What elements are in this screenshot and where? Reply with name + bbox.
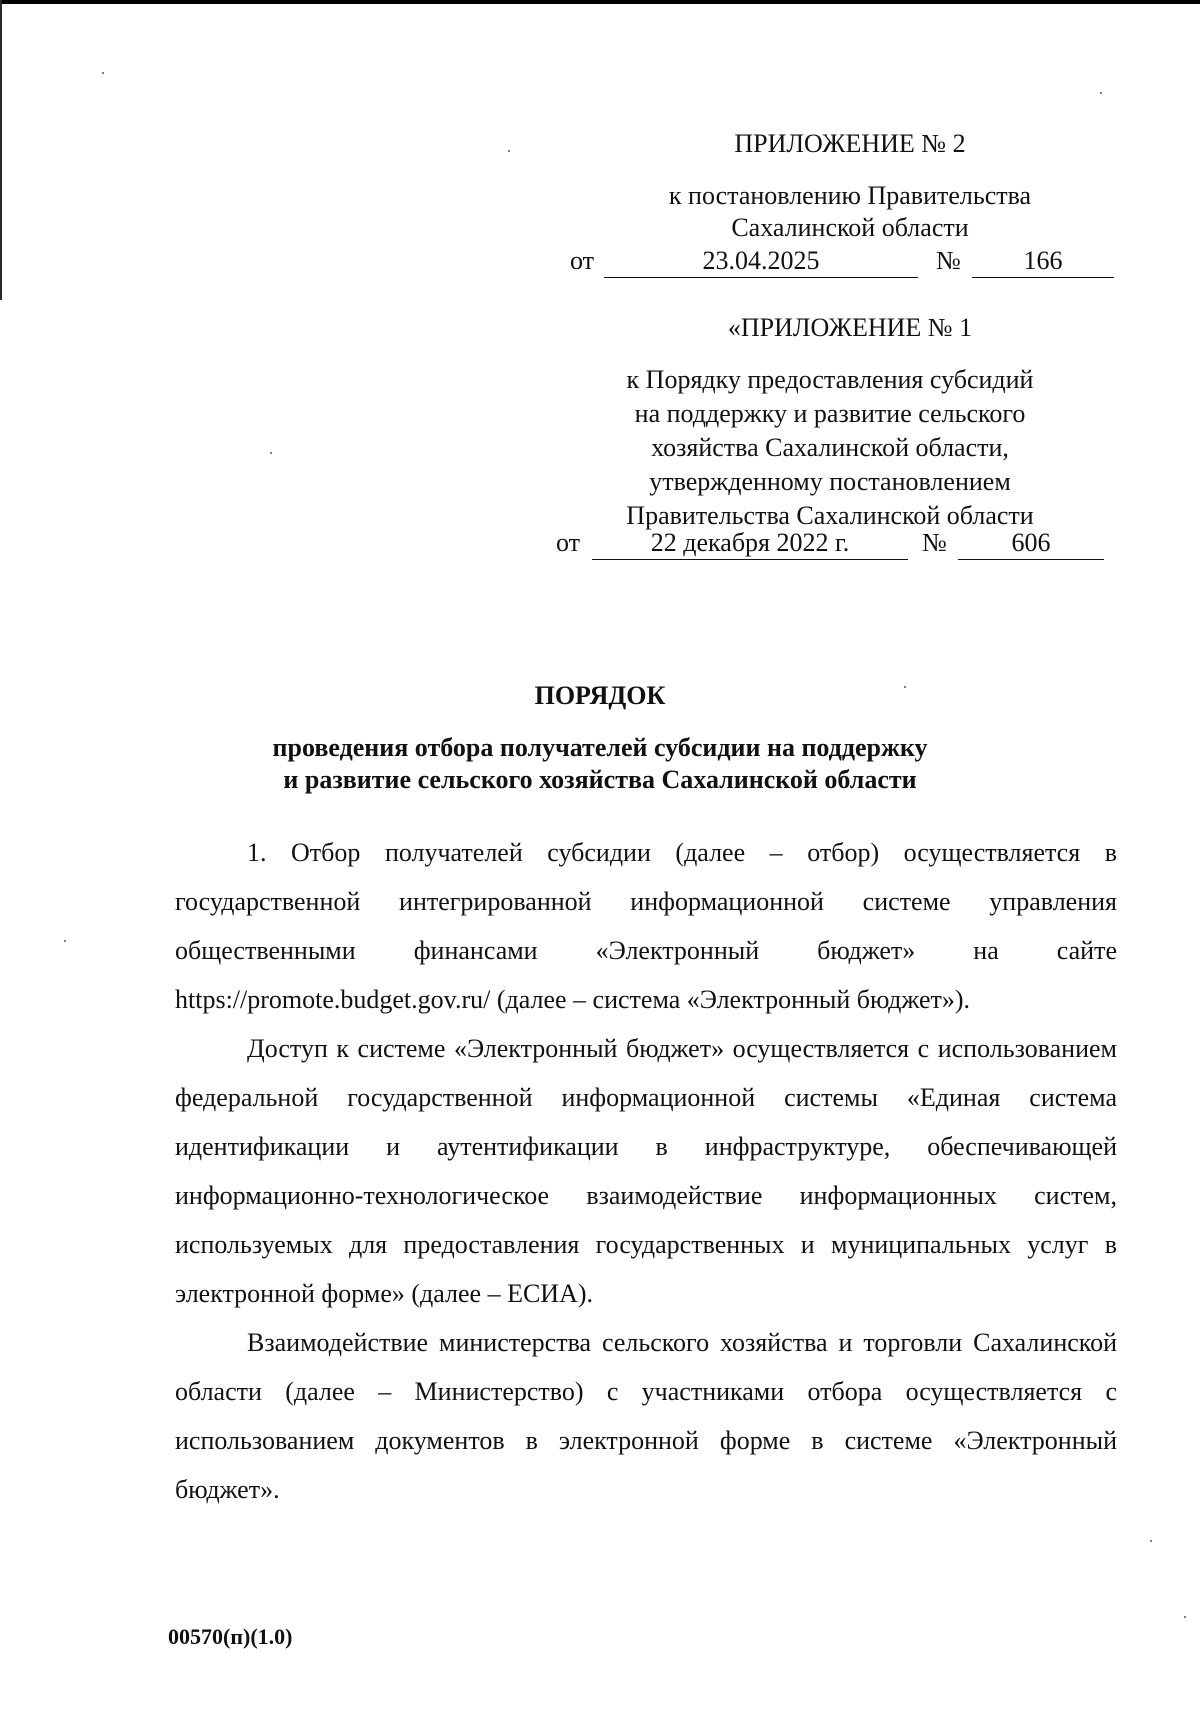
appendix1-line: утвержденному постановлением xyxy=(649,467,1011,496)
appendix1-number-prefix: № xyxy=(922,528,947,557)
appendix2-number-field: 166 xyxy=(972,246,1114,278)
paragraph-2: Доступ к системе «Электронный бюджет» осуществляется с использованием федеральной государственной информационной системы «Единая система идентификации и аутентификации в инфраструктуре, обеспечивающей информационно-технологическое взаимодействие информационных систем, используемых для предоставления государственных и муниципальных услуг в электронной форме» (далее – ЕСИА). xyxy=(175,1034,1117,1308)
body-text xyxy=(175,828,1117,1514)
scan-speck xyxy=(1150,1540,1152,1542)
appendix1-number-field: 606 xyxy=(958,528,1104,560)
scan-left-edge xyxy=(0,0,2,300)
appendix1-line: хозяйства Сахалинской области, xyxy=(651,433,1009,462)
appendix2-line2: Сахалинской области xyxy=(731,213,969,242)
paragraph-3: Взаимодействие министерства сельского хозяйства и торговли Сахалинской области (далее – Министерство) с участниками отбора осуществляется с использованием документов в электронной форме в системе «Электронный бюджет». xyxy=(175,1328,1117,1504)
scan-speck xyxy=(904,686,906,688)
appendix1-date-field: 22 декабря 2022 г. xyxy=(592,528,908,560)
appendix1-line: на поддержку и развитие сельского xyxy=(634,399,1026,428)
paragraph-1: 1. Отбор получателей субсидии (далее – отбор) осуществляется в государственной интегрированной информационной системе управления общественными финансами «Электронный бюджет» на сайте https://promote.budget.gov.ru/ (далее – система «Электронный бюджет»). xyxy=(175,838,1117,1014)
appendix1-date-prefix: от xyxy=(556,528,581,557)
scan-speck xyxy=(102,72,104,74)
appendix2-number-prefix: № xyxy=(936,246,961,275)
document-title: ПОРЯДОК xyxy=(534,681,666,710)
footer-document-code: 00570(п)(1.0) xyxy=(168,1624,293,1649)
appendix2-heading: ПРИЛОЖЕНИЕ № 2 xyxy=(734,129,966,158)
appendix1-line: к Порядку предоставления субсидий xyxy=(626,365,1034,394)
scan-speck xyxy=(1100,92,1102,94)
appendix2-date-prefix: от xyxy=(570,246,595,275)
document-subtitle-line2: и развитие сельского хозяйства Сахалинской области xyxy=(283,765,917,794)
scan-speck xyxy=(1184,1616,1186,1618)
scan-speck xyxy=(270,452,272,454)
scan-speck xyxy=(64,940,66,942)
appendix1-heading: «ПРИЛОЖЕНИЕ № 1 xyxy=(727,313,973,342)
appendix2-date-field: 23.04.2025 xyxy=(604,246,918,278)
scan-speck xyxy=(508,150,510,152)
document-subtitle-line1: проведения отбора получателей субсидии на поддержку xyxy=(272,733,928,762)
scan-top-edge xyxy=(0,0,1200,4)
appendix2-line1: к постановлению Правительства xyxy=(668,181,1032,210)
appendix1-line: Правительства Сахалинской области xyxy=(626,501,1034,530)
